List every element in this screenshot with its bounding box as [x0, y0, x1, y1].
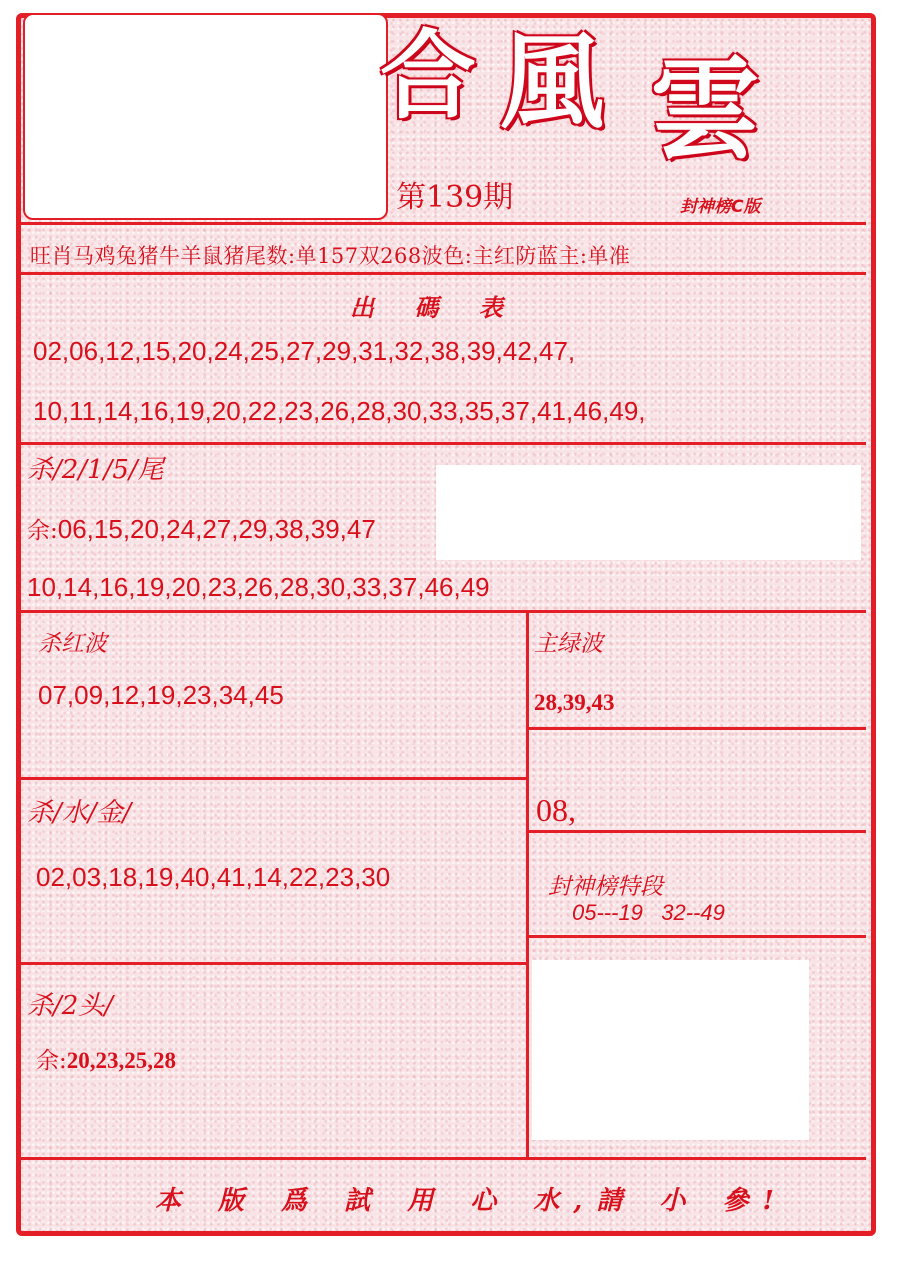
sha-head-row [36, 1042, 176, 1075]
title-char-1: 合 [380, 19, 476, 132]
main-green-numbers: 28,39,43 [534, 690, 615, 715]
divider-right-2 [528, 830, 866, 833]
divider-left-1 [21, 777, 528, 780]
chuma-title: 出 碼 表 [350, 293, 519, 322]
zodiac-line: 旺肖马鸡兔猪牛羊鼠猪尾数:单157双268波色:主红防蓝主:单准 [30, 244, 631, 268]
sha-tail-numbers: 06,15,20,24,27,29,38,39,47 [57, 514, 376, 544]
blank-corner-box [532, 960, 809, 1140]
divider-right-3 [528, 935, 866, 938]
sha-tail-title: 杀/2/1/5/尾 [27, 455, 164, 485]
blank-ad-box [436, 465, 861, 560]
blank-logo-box [23, 13, 388, 220]
sha-red-numbers: 07,09,12,19,23,34,45 [38, 680, 284, 710]
special-range: 05---19 32--49 [572, 900, 725, 925]
sha-head-title: 杀/2头/ [27, 991, 114, 1021]
divider-right-1 [528, 727, 866, 730]
divider-tail [21, 610, 866, 613]
chuma-row-2: 10,11,14,16,19,20,22,23,26,28,30,33,35,37,41,46,49, [33, 396, 646, 426]
title-char-2: 風 [500, 20, 605, 143]
issue-number: 第139期 [396, 180, 514, 215]
yu-label: 余: [27, 518, 58, 544]
divider-left-2 [21, 962, 528, 965]
divider-zodiac [21, 272, 866, 275]
main-green-title: 主绿波 [534, 631, 603, 657]
chuma-row-1: 02,06,12,15,20,24,25,27,29,31,32,38,39,42,47, [33, 336, 576, 366]
sha-tail-row-1 [27, 512, 376, 545]
title-char-3: 雲 [650, 45, 760, 174]
single-value: 08, [536, 792, 576, 828]
sha-red-title: 杀红波 [38, 631, 107, 657]
divider-footer [21, 1157, 866, 1160]
edition-label: 封神榜C版 [680, 197, 761, 217]
yu-label: 余: [36, 1048, 67, 1074]
divider-header [21, 222, 866, 225]
divider-chuma [21, 442, 866, 445]
special-title: 封神榜特段 [548, 874, 663, 900]
sha-tail-row-2: 10,14,16,19,20,23,26,28,30,33,37,46,49 [27, 572, 490, 602]
footer-note: 本 版 爲 試 用 心 水,請 小 參! [155, 1186, 788, 1216]
divider-vertical [526, 612, 529, 1157]
sha-element-title: 杀/水/金/ [27, 798, 132, 828]
sha-head-numbers: 20,23,25,28 [66, 1048, 176, 1073]
sha-element-numbers: 02,03,18,19,40,41,14,22,23,30 [36, 862, 391, 892]
